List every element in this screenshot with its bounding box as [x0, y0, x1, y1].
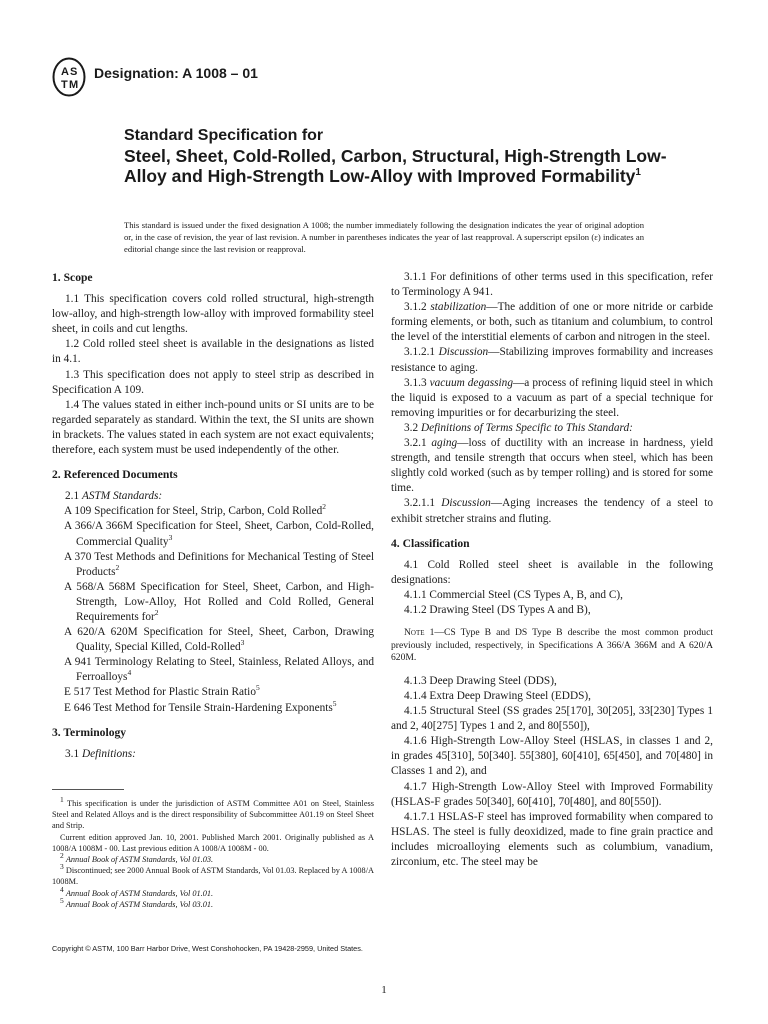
footnote-item: $^5$ Annual Book of ASTM Standards, Vol 03.01.: [60, 896, 214, 909]
classification-heading: 4. Classification: [391, 536, 470, 550]
left-column: [52, 270, 374, 762]
terminology-heading: 3. Terminology: [52, 725, 127, 739]
svg-text:S: S: [70, 66, 78, 78]
paragraph-3-2-1: 3.2.1 aging—loss of ductility with an increase in hardness, yield strength, and tensile strength that occurs when steel, which has been slightly cold worked (such as by temper rolling) and is stored for some time.: [391, 437, 713, 495]
paragraph-1-4: 1.4 The values stated in either inch-pound units or SI units are to be regarded separately as standard. Within the text, the SI units are shown in brackets. The values stated in each system are not exact equivalents; therefore, each system must be used independently of the other.: [52, 398, 374, 457]
paragraph-4-1-4: 4.1.4 Extra Deep Drawing Steel (EDDS),: [404, 689, 591, 702]
paragraph-4-1-1: 4.1.1 Commercial Steel (CS Types A, B, and C),: [404, 588, 623, 601]
paragraph-3-2-1-1: 3.2.1.1 Discussion—Aging increases the tendency of a steel to exhibit stretcher strains and fluting.: [391, 497, 714, 525]
paragraph-3-1: 3.1 Definitions:: [65, 747, 136, 760]
footnote-item: Current edition approved Jan. 10, 2001. Published March 2001. Originally published as A 1008/A 1008M - 00. Last previous edition A 1008/A 1008M - 00.: [52, 832, 374, 853]
footnote-item: $^2$ Annual Book of ASTM Standards, Vol 01.03.: [60, 851, 214, 865]
footnotes: [52, 789, 374, 910]
reference-item: A 370 Test Methods and Definitions for Mechanical Testing of Steel Products$^2$: [64, 550, 374, 578]
issued-note: This standard is issued under the fixed designation A 1008; the number immediately following the designation indicates the year of original adoption or, in the case of revision, the year of last revision. A number in parentheses indicates the year of last reapproval. A superscript epsilon (ε) indicates an editorial change since the last revision or reapproval.: [124, 220, 644, 254]
paragraph-3-1-2-1: 3.1.2.1 Discussion—Stabilizing improves formability and increases resistance to aging.: [391, 346, 714, 374]
reference-item: A 109 Specification for Steel, Strip, Carbon, Cold Rolled$^2$: [64, 502, 326, 518]
page-number: 1: [381, 984, 387, 996]
reference-item: A 620/A 620M Specification for Steel, Sheet, Carbon, Drawing Quality, Special Killed, Cold-Rolled$^3$: [64, 626, 374, 654]
paragraph-1-2: 1.2 Cold rolled steel sheet is available in the designations as listed in 4.1.: [52, 338, 374, 366]
document-title: [124, 126, 684, 186]
referenced-documents-heading: 2. Referenced Documents: [52, 468, 178, 482]
paragraph-1-1: 1.1 This specification covers cold rolled structural, high-strength low-alloy, and high-strength low-alloy with improved formability steel sheet, in coils and cut lengths.: [52, 293, 374, 336]
footnote-item: $^4$ Annual Book of ASTM Standards, Vol 01.01.: [60, 884, 214, 898]
reference-item: E 646 Test Method for Tensile Strain-Hardening Exponents$^5$: [64, 698, 337, 714]
paragraph-3-2: 3.2 Definitions of Terms Specific to This Standard:: [404, 421, 633, 434]
scope-heading: 1. Scope: [52, 271, 93, 284]
title-footnote-mark: 1: [635, 167, 641, 179]
paragraph-4-1-2: 4.1.2 Drawing Steel (DS Types A and B),: [404, 603, 591, 616]
paragraph-4-1: 4.1 Cold Rolled steel sheet is available in the following designations:: [391, 558, 713, 586]
paragraph-4-1-5: 4.1.5 Structural Steel (SS grades 25[170], 30[205], 33[230] Types 1 and 2, 40[275] Types 1 and 2, and 80[550]),: [391, 705, 713, 733]
paragraph-4-1-7: 4.1.7 High-Strength Low-Alloy Steel with Improved Formability (HSLAS-F grades 50[340], 60[410], 70[480], and 80[550]).: [391, 780, 713, 808]
right-column: [391, 270, 713, 870]
footnote-item: $^3$ Discontinued; see 2000 Annual Book of ASTM Standards, Vol 01.03. Replaced by A 1008/A 1008M.: [52, 862, 375, 887]
paragraph-3-1-3: 3.1.3 vacuum degassing—a process of refining liquid steel in which the liquid is exposed to a vacuum as part of a special technique for removing impurities or for decarburizing the steel.: [391, 376, 713, 419]
paragraph-4-1-7-1: 4.1.7.1 HSLAS-F steel has improved formability when compared to HSLAS. The steel is fully deoxidized, made to fine grain practice and includes microalloying elements such as columbium, vanadium, zirconium, etc. The steel may be: [391, 810, 713, 868]
reference-item: A 568/A 568M Specification for Steel, Sheet, Carbon, and High-Strength, Low-Alloy, Hot Rolled and Cold Rolled, General Requirements for$^2$: [64, 580, 374, 623]
note-1: Note 1—CS Type B and DS Type B describe the most common product previously included, respectively, in Specifications A 366/A 366M and A 620/A 620M.: [391, 627, 713, 664]
paragraph-4-1-6: 4.1.6 High-Strength Low-Alloy Steel (HSLAS, in classes 1 and 2, in grades 45[310], 50[340]. 55[380], 60[410], 65[450], and 70[480] in Classes 1 and 2), and: [391, 735, 713, 778]
title-main: Steel, Sheet, Cold-Rolled, Carbon, Structural, High-Strength Low-Alloy and High-Strength Low-Alloy with Improved Formability$^1$: [124, 146, 667, 186]
paragraph-3-1-1: 3.1.1 For definitions of other terms used in this specification, refer to Terminology A 941.: [391, 271, 713, 299]
paragraph-3-1-2: 3.1.2 stabilization—The addition of one or more nitride or carbide forming elements, or both, such as titanium and columbium, to control the level of the interstitial elements of carbon and nitrogen in the steel.: [391, 301, 713, 344]
designation: Designation: A 1008 – 01: [94, 65, 258, 81]
title-line1: Standard Specification for: [124, 127, 324, 144]
copyright-line: Copyright © ASTM, 100 Barr Harbor Drive, West Conshohocken, PA 19428-2959, United States.: [52, 944, 363, 953]
astm-logo-icon: [52, 57, 86, 97]
footnote-divider: [52, 789, 124, 790]
reference-item: E 517 Test Method for Plastic Strain Ratio$^5$: [64, 683, 260, 699]
footnote-item: $^1$ This specification is under the jurisdiction of ASTM Committee A01 on Steel, Stainless Steel and Related Alloys and is the direct responsibility of Subcommittee A01.19 on Steel Sheet and Strip.: [52, 795, 374, 831]
reference-item: A 941 Terminology Relating to Steel, Stainless, Related Alloys, and Ferroalloys$^4$: [64, 656, 374, 684]
paragraph-4-1-3: 4.1.3 Deep Drawing Steel (DDS),: [404, 674, 557, 687]
svg-text:M: M: [69, 79, 79, 91]
reference-item: A 366/A 366M Specification for Steel, Sheet, Carbon, Cold-Rolled, Commercial Quality$^3$: [64, 520, 374, 548]
paragraph-2-1: 2.1 ASTM Standards:: [65, 490, 163, 503]
svg-text:T: T: [61, 79, 68, 91]
svg-text:A: A: [61, 66, 69, 78]
paragraph-1-3: 1.3 This specification does not apply to steel strip as described in Specification A 109.: [52, 368, 374, 396]
